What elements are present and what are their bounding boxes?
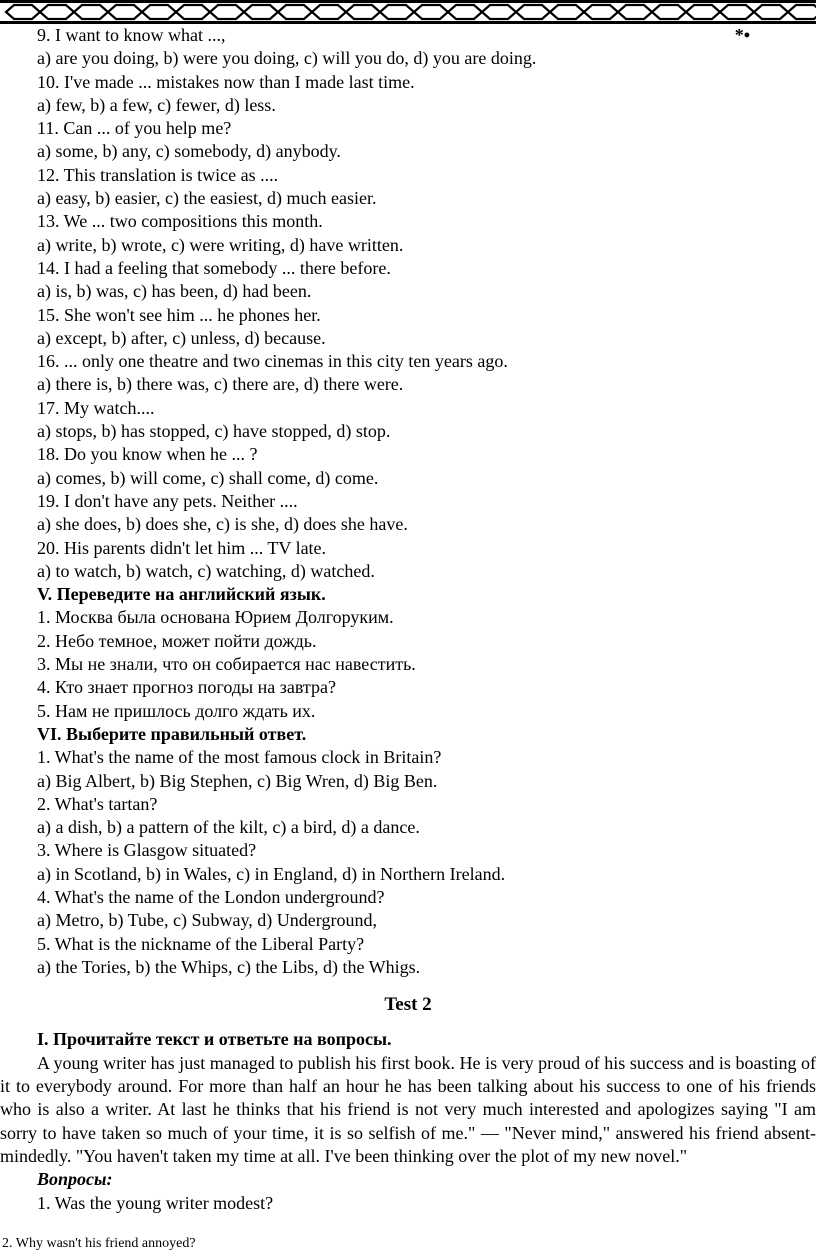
- border-link: [380, 5, 414, 19]
- question-line: 18. Do you know when he ... ?: [37, 444, 258, 465]
- question-line: 20. His parents didn't let him ... TV late.: [37, 537, 327, 558]
- question-line: 10. I've made ... mistakes now than I made last time.: [37, 71, 415, 92]
- border-link: [618, 5, 652, 19]
- answer-options-line: a) except, b) after, c) unless, d) because.: [37, 327, 326, 348]
- section-6-heading: VI. Выберите правильный ответ.: [37, 723, 307, 744]
- question-line: 5. What is the nickname of the Liberal Party?: [37, 933, 365, 954]
- section-6: [0, 723, 816, 979]
- answer-options-line: a) in Scotland, b) in Wales, c) in England, d) in Northern Ireland.: [37, 863, 506, 884]
- border-link: [244, 5, 278, 19]
- border-link: [482, 5, 516, 19]
- question-line: 4. What's the name of the London underground?: [37, 886, 385, 907]
- answer-options-line: a) is, b) was, c) has been, d) had been.: [37, 281, 312, 302]
- answer-options-line: a) are you doing, b) were you doing, c) will you do, d) you are doing.: [37, 48, 537, 69]
- border-link: [788, 5, 816, 19]
- question-line: 11. Can ... of you help me?: [37, 118, 232, 139]
- border-link: [686, 5, 720, 19]
- question-line: 3. Where is Glasgow situated?: [37, 840, 257, 861]
- question-line: 16. ... only one theatre and two cinemas in this city ten years ago.: [37, 351, 508, 372]
- border-link: [74, 5, 108, 19]
- border-link: [176, 5, 210, 19]
- border-link: [312, 5, 346, 19]
- answer-options-line: a) easy, b) easier, c) the easiest, d) much easier.: [37, 188, 377, 209]
- question-line: 13. We ... two compositions this month.: [37, 211, 323, 232]
- answer-options-line: a) few, b) a few, c) fewer, d) less.: [37, 94, 276, 115]
- reading-passage: A young writer has just managed to publish his first book. He is very proud of his success and is boasting of it to everybody around. For more than half an hour he has been talking about his success to one of his friends who is also a writer. At last he thinks that his friend is not very much interested and apologizes saying "I am sorry to have taken so much of your time, it is so selfish of me." — "Never mind," answered his friend absent-mindedly. "You haven't taken my time at all. I've been thinking over the plot of my new novel.": [0, 1052, 816, 1166]
- question-line: 15. She won't see him ... he phones her.: [37, 304, 321, 325]
- border-link: [720, 5, 754, 19]
- test-2-section-1-heading: I. Прочитайте текст и ответьте на вопросы.: [37, 1029, 392, 1050]
- questions-heading: Вопросы:: [37, 1169, 113, 1190]
- translation-sentence: 4. Кто знает прогноз погоды на завтра?: [37, 677, 336, 698]
- translation-sentence: 1. Москва была основана Юрием Долгоруким.: [37, 607, 394, 628]
- test-2-section-1: [0, 1028, 816, 1214]
- answer-options-line: a) Big Albert, b) Big Stephen, c) Big Wren, d) Big Ben.: [37, 770, 438, 791]
- border-link: [754, 5, 788, 19]
- border-link: [346, 5, 380, 19]
- question-2: 2. Why wasn't his friend annoyed?: [2, 1236, 196, 1251]
- decorative-border: [0, 0, 816, 26]
- answer-options-line: a) stops, b) has stopped, c) have stopped, d) stop.: [37, 421, 391, 442]
- border-link: [516, 5, 550, 19]
- border-link: [652, 5, 686, 19]
- question-1: 1. Was the young writer modest?: [37, 1192, 274, 1213]
- section-4-continued: [0, 24, 816, 583]
- question-line: 14. I had a feeling that somebody ... there before.: [37, 257, 391, 278]
- question-line: 9. I want to know what ...,: [37, 25, 226, 45]
- translation-sentence: 2. Небо темное, может пойти дождь.: [37, 630, 317, 651]
- translation-sentence: 3. Мы не знали, что он собирается нас навестить.: [37, 654, 416, 675]
- question-line: 12. This translation is twice as ....: [37, 164, 279, 185]
- border-link: [550, 5, 584, 19]
- section-5: [0, 583, 816, 723]
- section-5-heading: V. Переведите на английский язык.: [37, 584, 326, 605]
- border-link: [448, 5, 482, 19]
- border-link: [210, 5, 244, 19]
- answer-options-line: a) comes, b) will come, c) shall come, d) come.: [37, 467, 379, 488]
- answer-options-line: a) to watch, b) watch, c) watching, d) watched.: [37, 560, 375, 581]
- border-link: [40, 5, 74, 19]
- answer-options-line: a) write, b) wrote, c) were writing, d) have written.: [37, 234, 404, 255]
- border-link: [6, 5, 40, 19]
- answer-options-line: a) the Tories, b) the Whips, c) the Libs, d) the Whigs.: [37, 956, 421, 977]
- answer-options-line: a) she does, b) does she, c) is she, d) does she have.: [37, 514, 408, 535]
- question-line: 17. My watch....: [37, 397, 155, 418]
- answer-options-line: a) a dish, b) a pattern of the kilt, c) a bird, d) a dance.: [37, 817, 420, 838]
- border-link: [278, 5, 312, 19]
- border-link: [142, 5, 176, 19]
- border-link: [108, 5, 142, 19]
- question-line: 19. I don't have any pets. Neither ....: [37, 490, 298, 511]
- answer-options-line: a) some, b) any, c) somebody, d) anybody.: [37, 141, 341, 162]
- test-2-title: Test 2: [384, 994, 432, 1016]
- answer-options-line: a) there is, b) there was, c) there are, d) there were.: [37, 374, 404, 395]
- border-link: [584, 5, 618, 19]
- translation-sentence: 5. Нам не пришлось долго ждать их.: [37, 700, 316, 721]
- border-link: [414, 5, 448, 19]
- question-line: 2. What's tartan?: [37, 793, 158, 814]
- question-line: 1. What's the name of the most famous clock in Britain?: [37, 747, 442, 768]
- answer-options-line: a) Metro, b) Tube, c) Subway, d) Underground,: [37, 910, 377, 931]
- asterisk-mark: *•: [734, 25, 750, 45]
